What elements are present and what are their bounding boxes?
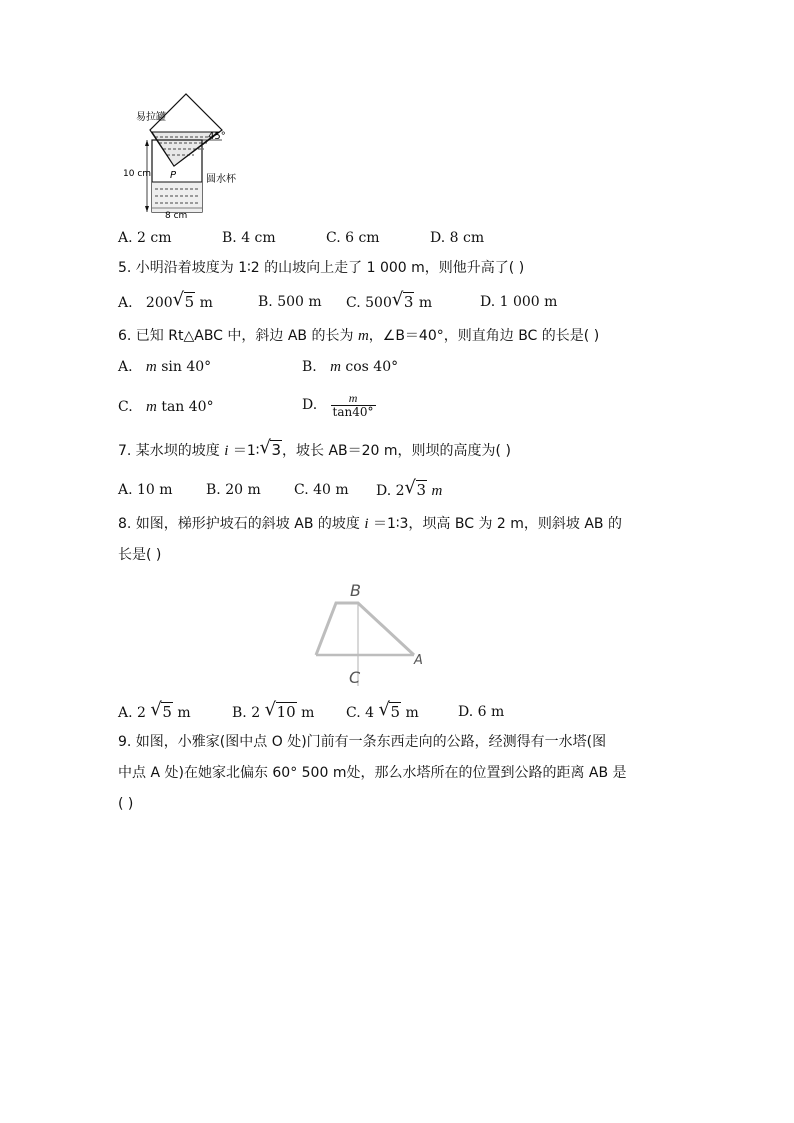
sqrt-symbol: √ 10 <box>264 699 296 721</box>
angle-label: 45° <box>208 131 226 142</box>
q7-var: i <box>224 443 229 459</box>
q7-option-b[interactable]: B. 20 m <box>206 482 261 498</box>
q7-stem <box>118 437 511 461</box>
q4-option-a[interactable]: A. 2 cm <box>118 230 172 246</box>
q6-b-var: m <box>330 359 341 375</box>
q8-b-rad: 10 <box>276 703 296 721</box>
q8-b-label: B. 2 <box>232 705 261 721</box>
q7-rad: 3 <box>271 441 281 459</box>
q6-b-rest: cos 40° <box>345 359 399 375</box>
q6-option-b[interactable] <box>302 357 398 377</box>
point-p-label: P <box>170 170 177 181</box>
q6-c-label: C. <box>118 399 133 415</box>
q9-line1: 9. 如图，小雅家(图中点 O 处)门前有一条东西走向的公路，经测得有一水塔(图 <box>118 734 607 750</box>
q6-option-d[interactable] <box>302 388 376 422</box>
q7-ratio: ＝1∶ <box>232 443 260 459</box>
q4-option-d[interactable]: D. 8 cm <box>430 230 485 246</box>
height-label: 10 cm <box>123 169 152 179</box>
q8-stem-after: ＝1∶3，坝高 BC 为 2 m，则斜坡 AB 的 <box>372 516 622 532</box>
q7-option-c[interactable]: C. 40 m <box>294 482 349 498</box>
q8-stem-before: 8. 如图，梯形护坡石的斜坡 AB 的坡度 <box>118 516 360 532</box>
q8-c-rad: 5 <box>390 703 401 721</box>
sqrt-symbol: √ 3 <box>259 437 281 459</box>
sqrt-symbol: √ 5 <box>378 699 401 721</box>
q6-option-a[interactable] <box>118 357 211 377</box>
q7-d-rad: 3 <box>416 481 427 499</box>
q4-option-b[interactable]: B. 4 cm <box>222 230 276 246</box>
can-label: 易拉罐 <box>136 112 166 123</box>
q8-option-b[interactable] <box>232 699 315 723</box>
q5-a-unit: m <box>199 295 213 311</box>
trapezoid-outline <box>316 603 414 655</box>
trapezoid-slope-figure <box>300 578 440 688</box>
q6-a-var: m <box>145 359 157 375</box>
q8-c-unit: m <box>405 705 419 721</box>
q7-stem-after: ，坡长 AB＝20 m，则坝的高度为( ) <box>282 443 511 459</box>
q5-c-label: C. <box>346 295 361 311</box>
q8-stem-line1 <box>118 514 622 534</box>
q7-d-unit: m <box>431 483 443 499</box>
width-label: 8 cm <box>165 211 188 221</box>
q5-option-a[interactable] <box>118 289 213 313</box>
label-b: B <box>350 581 361 600</box>
q8-var: i <box>364 516 369 532</box>
q5-c-coef: 500 <box>365 295 392 311</box>
q9-line2: 中点 A 处)在她家北偏东 60° 500 m处，那么水塔所在的位置到公路的距离 AB 是 <box>118 765 627 781</box>
q8-stem-line2: 长是( ) <box>118 547 162 563</box>
label-a: A <box>414 653 423 668</box>
q5-option-c[interactable] <box>346 289 433 313</box>
q5-a-coef: 200 <box>145 295 173 311</box>
q6-d-num: m <box>348 390 358 405</box>
q7-option-d[interactable] <box>376 477 443 501</box>
q6-d-fraction <box>331 392 376 419</box>
q7-d-label: D. 2 <box>376 483 405 499</box>
q6-stem-before: 6. 已知 Rt△ABC 中，斜边 AB 的长为 <box>118 328 354 344</box>
q9-line3: ( ) <box>118 796 134 812</box>
q4-option-c[interactable]: C. 6 cm <box>326 230 380 246</box>
q7-option-a[interactable]: A. 10 m <box>118 482 173 498</box>
q5-c-unit: m <box>418 295 433 311</box>
sqrt-symbol: √ 5 <box>150 699 172 721</box>
q6-c-var: m <box>146 399 157 415</box>
q6-stem-after: ，∠B＝40°，则直角边 BC 的长是( ) <box>368 328 600 344</box>
q6-a-label: A. <box>118 359 133 375</box>
q6-d-label: D. <box>302 397 318 413</box>
q5-c-rad: 3 <box>403 293 414 311</box>
sqrt-symbol: √ 3 <box>404 477 427 499</box>
q8-a-unit: m <box>177 705 191 721</box>
q6-b-label: B. <box>302 359 317 375</box>
q6-c-rest: tan 40° <box>161 399 214 415</box>
q8-a-rad: 5 <box>162 703 172 721</box>
q6-option-c[interactable] <box>118 397 214 417</box>
q6-var: m <box>357 328 369 344</box>
q8-b-unit: m <box>301 705 315 721</box>
sqrt-symbol: √ 5 <box>172 289 195 311</box>
q8-a-label: A. 2 <box>118 705 146 721</box>
q6-a-rest: sin 40° <box>161 359 212 375</box>
sqrt-symbol: √ 3 <box>391 289 414 311</box>
cup-water <box>152 182 202 212</box>
q5-stem: 5. 小明沿着坡度为 1∶2 的山坡向上走了 1 000 m，则他升高了( ) <box>118 260 525 276</box>
q5-a-label: A. <box>118 295 133 311</box>
q5-option-b[interactable]: B. 500 m <box>258 294 322 310</box>
q6-d-den: tan40° <box>332 404 374 419</box>
q8-option-d[interactable]: D. 6 m <box>458 704 505 720</box>
q8-option-a[interactable] <box>118 699 191 723</box>
can-and-cup-figure <box>123 90 280 221</box>
cup-label: 圆水杯 <box>206 174 236 185</box>
q5-option-d[interactable]: D. 1 000 m <box>480 294 558 310</box>
q8-c-label: C. 4 <box>346 705 375 721</box>
label-c: C <box>349 668 361 687</box>
q6-stem <box>118 326 599 346</box>
q5-a-rad: 5 <box>184 293 195 311</box>
q7-stem-before: 7. 某水坝的坡度 <box>118 443 220 459</box>
q8-option-c[interactable] <box>346 699 419 723</box>
